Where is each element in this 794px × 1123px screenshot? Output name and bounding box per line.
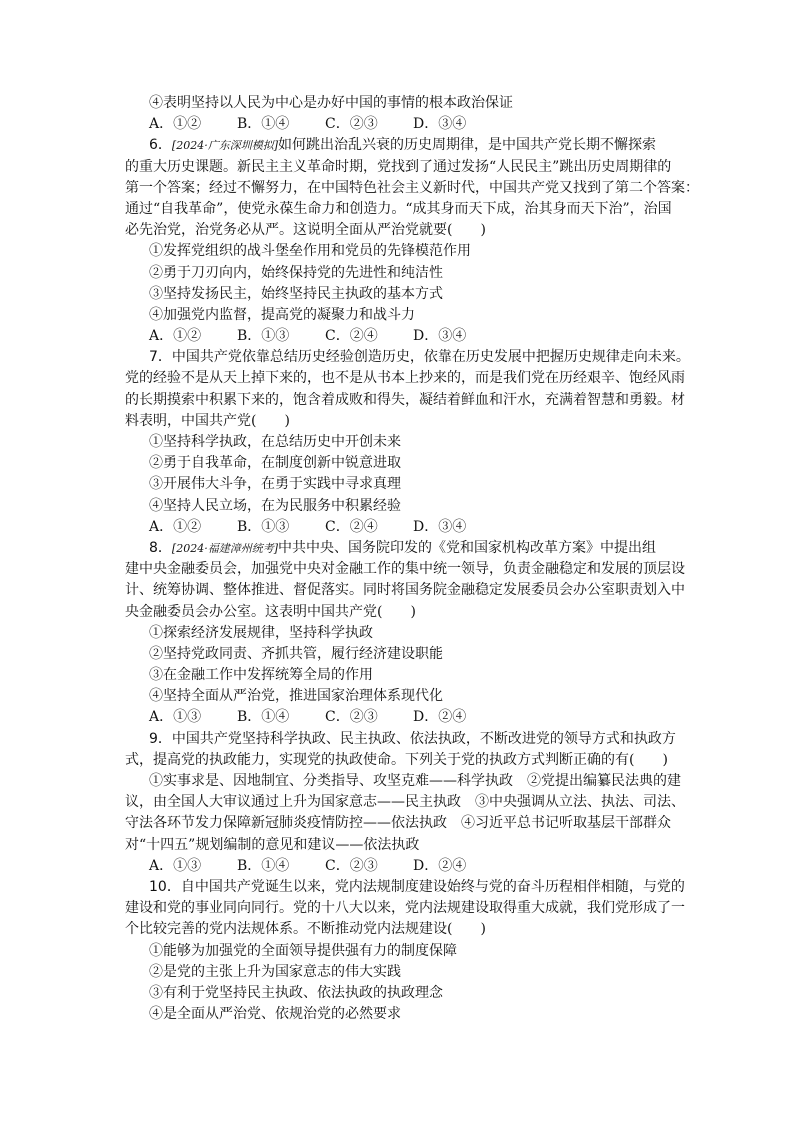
q5-answer-b[interactable]: B．①④ bbox=[237, 116, 290, 133]
q7-number: 7． bbox=[149, 349, 172, 366]
q10-stem-line-3: 个比较完善的党内法规体系。不断推动党内法规建设( ) bbox=[125, 921, 486, 938]
q8-option-3: ③在金融工作中发挥统筹全局的作用 bbox=[149, 667, 373, 684]
q9-stem-line-1 bbox=[125, 729, 690, 750]
q10-stem-line-1 bbox=[125, 877, 690, 898]
q9-stem-line-3: ①实事求是、因地制宜、分类指导、攻坚克难——科学执政 ②党提出编纂民法典的建 bbox=[149, 773, 681, 789]
q8-stem-line-3: 计、统筹协调、整体推进、督促落实。同时将国务院金融稳定发展委员会办公室职责划入中 bbox=[125, 582, 685, 599]
q5-answer-choices bbox=[125, 114, 690, 135]
q8-answer-b[interactable]: B．①④ bbox=[237, 709, 290, 726]
q6-stem-line-2: 的重大历史课题。新民主主义革命时期，党找到了通过发扬“人民民主”跳出历史周期律的 bbox=[125, 158, 672, 175]
q7-answer-c[interactable]: C．②④ bbox=[325, 518, 378, 535]
q9-answer-choices bbox=[125, 856, 690, 877]
q9-stem-line-6: 对“十四五”规划编制的意见和建议——依法执政 bbox=[125, 836, 420, 853]
q7-option-2: ②勇于自我革命，在制度创新中锐意进取 bbox=[149, 455, 401, 472]
q9-stem-line-4: 议，由全国人大审议通过上升为国家意志——民主执政 ③中央强调从立法、执法、司法、 bbox=[125, 794, 685, 811]
q7-option-3: ③开展伟大斗争，在勇于实践中寻求真理 bbox=[149, 476, 401, 493]
q9-number: 9． bbox=[149, 730, 172, 747]
q7-stem-line-2: 党的经验不是从天上掉下来的，也不是从书本上抄来的，而是我们党在历经艰辛、饱经风雨 bbox=[125, 370, 685, 387]
q6-option-3: ③坚持发扬民主，始终坚持民主执政的基本方式 bbox=[149, 285, 443, 302]
q7-stem-text: 中国共产党依靠总结历史经验创造历史，依靠在历史发展中把握历史规律走向未来。 bbox=[171, 349, 690, 366]
q6-answer-choices bbox=[125, 326, 690, 347]
q5-answer-d[interactable]: D．③④ bbox=[413, 116, 467, 133]
q6-stem-line-5: 必先治党，治党务必从严。这说明全面从严治党就要( ) bbox=[125, 222, 486, 239]
q7-stem-line-3: 的长期摸索中积累下来的，饱含着成败和得失，凝结着鲜血和汗水，充满着智慧和勇毅。材 bbox=[125, 391, 685, 408]
q8-answer-a[interactable]: A．①③ bbox=[149, 709, 202, 726]
q8-stem-line-2: 建中央金融委员会，加强党中央对金融工作的集中统一领导，负责金融稳定和发展的顶层设 bbox=[125, 561, 685, 578]
q9-answer-a[interactable]: A．①③ bbox=[149, 857, 202, 874]
q6-answer-d[interactable]: D．③④ bbox=[413, 328, 467, 345]
q8-option-4: ④坚持全面从严治党，推进国家治理体系现代化 bbox=[149, 688, 443, 705]
q6-stem-text: 如何跳出治乱兴衰的历史周期律，是中国共产党长期不懈探索 bbox=[278, 137, 656, 154]
q10-option-3: ③有利于党坚持民主执政、依法执政的执政理念 bbox=[149, 984, 443, 1001]
q9-stem-text: 中国共产党坚持科学执政、民主执政、依法执政，不断改进党的领导方式和执政方 bbox=[171, 730, 676, 747]
q7-option-4: ④坚持人民立场，在为民服务中积累经验 bbox=[149, 497, 401, 514]
q10-option-4: ④是全面从严治党、依规治党的必然要求 bbox=[149, 1006, 401, 1023]
q7-stem-line-4: 料表明，中国共产党( ) bbox=[125, 412, 290, 429]
q7-answer-d[interactable]: D．③④ bbox=[413, 518, 467, 535]
q6-answer-a[interactable]: A．①② bbox=[149, 328, 202, 345]
q10-stem-line-2: 建设和党的事业同向同行。党的十八大以来，党内法规建设取得重大成就，我们党形成了一 bbox=[125, 900, 685, 917]
q6-number: 6． bbox=[149, 137, 172, 154]
q7-answer-b[interactable]: B．①③ bbox=[237, 518, 290, 535]
q10-stem-text: 自中国共产党诞生以来，党内法规制度建设始终与党的奋斗历程相伴相随，与党的 bbox=[180, 878, 685, 895]
q6-answer-b[interactable]: B．①③ bbox=[237, 328, 290, 345]
q8-stem-line-1 bbox=[125, 538, 690, 559]
q6-stem-line-1 bbox=[125, 135, 690, 156]
q10-option-1: ①能够为加强党的全面领导提供强有力的制度保障 bbox=[149, 942, 457, 959]
q7-answer-choices bbox=[125, 517, 690, 538]
q6-option-2: ②勇于刀刃向内，始终保持党的先进性和纯洁性 bbox=[149, 264, 443, 281]
q6-option-4: ④加强党内监督，提高党的凝聚力和战斗力 bbox=[149, 306, 415, 323]
q7-stem-line-1 bbox=[125, 347, 690, 368]
q10-option-2: ②是党的主张上升为国家意志的伟大实践 bbox=[149, 963, 401, 980]
q5-answer-c[interactable]: C．②③ bbox=[325, 116, 378, 133]
q8-number: 8． bbox=[149, 539, 172, 556]
q6-stem-line-4: 通过“自我革命”，使党永葆生命力和创造力。“成其身而天下成，治其身而天下治”，治国 bbox=[125, 200, 672, 217]
q9-stem-line-5: 守法各环节发力保障新冠肺炎疫情防控——依法执政 ④习近平总书记听取基层干部群众 bbox=[125, 815, 671, 832]
q10-number: 10． bbox=[149, 878, 181, 895]
q7-answer-a[interactable]: A．①② bbox=[149, 518, 202, 535]
q8-source: [2024·福建漳州统考] bbox=[171, 541, 278, 555]
q9-stem-line-2: 式，提高党的执政能力，实现党的执政使命。下列关于党的执政方式判断正确的有( ) bbox=[125, 751, 668, 768]
q6-source: [2024·广东深圳模拟] bbox=[171, 139, 278, 153]
q6-answer-c[interactable]: C．②④ bbox=[325, 328, 378, 345]
q9-answer-d[interactable]: D．②④ bbox=[413, 857, 467, 874]
q6-stem-line-3: 第一个答案；经过不懈努力，在中国特色社会主义新时代，中国共产党又找到了第二个答案： bbox=[125, 179, 699, 196]
q5-answer-a[interactable]: A．①② bbox=[149, 116, 202, 133]
q8-option-2: ②坚持党政同责、齐抓共管，履行经济建设职能 bbox=[149, 645, 443, 662]
q5-option-4: ④表明坚持以人民为中心是办好中国的事情的根本政治保证 bbox=[149, 95, 513, 111]
q9-answer-b[interactable]: B．①④ bbox=[237, 857, 290, 874]
q8-option-1: ①探索经济发展规律，坚持科学执政 bbox=[149, 624, 373, 641]
q6-option-1: ①发挥党组织的战斗堡垒作用和党员的先锋模范作用 bbox=[149, 243, 471, 260]
q7-option-1: ①坚持科学执政，在总结历史中开创未来 bbox=[149, 434, 401, 450]
q8-stem-line-4: 央金融委员会办公室。这表明中国共产党( ) bbox=[125, 603, 416, 620]
q8-answer-choices bbox=[125, 707, 690, 728]
exam-page bbox=[125, 93, 699, 1025]
q8-answer-d[interactable]: D．②④ bbox=[413, 709, 467, 726]
q9-answer-c[interactable]: C．②③ bbox=[325, 857, 378, 874]
q8-answer-c[interactable]: C．②③ bbox=[325, 709, 378, 726]
q8-stem-text: 中共中央、国务院印发的《党和国家机构改革方案》中提出组 bbox=[278, 539, 656, 556]
